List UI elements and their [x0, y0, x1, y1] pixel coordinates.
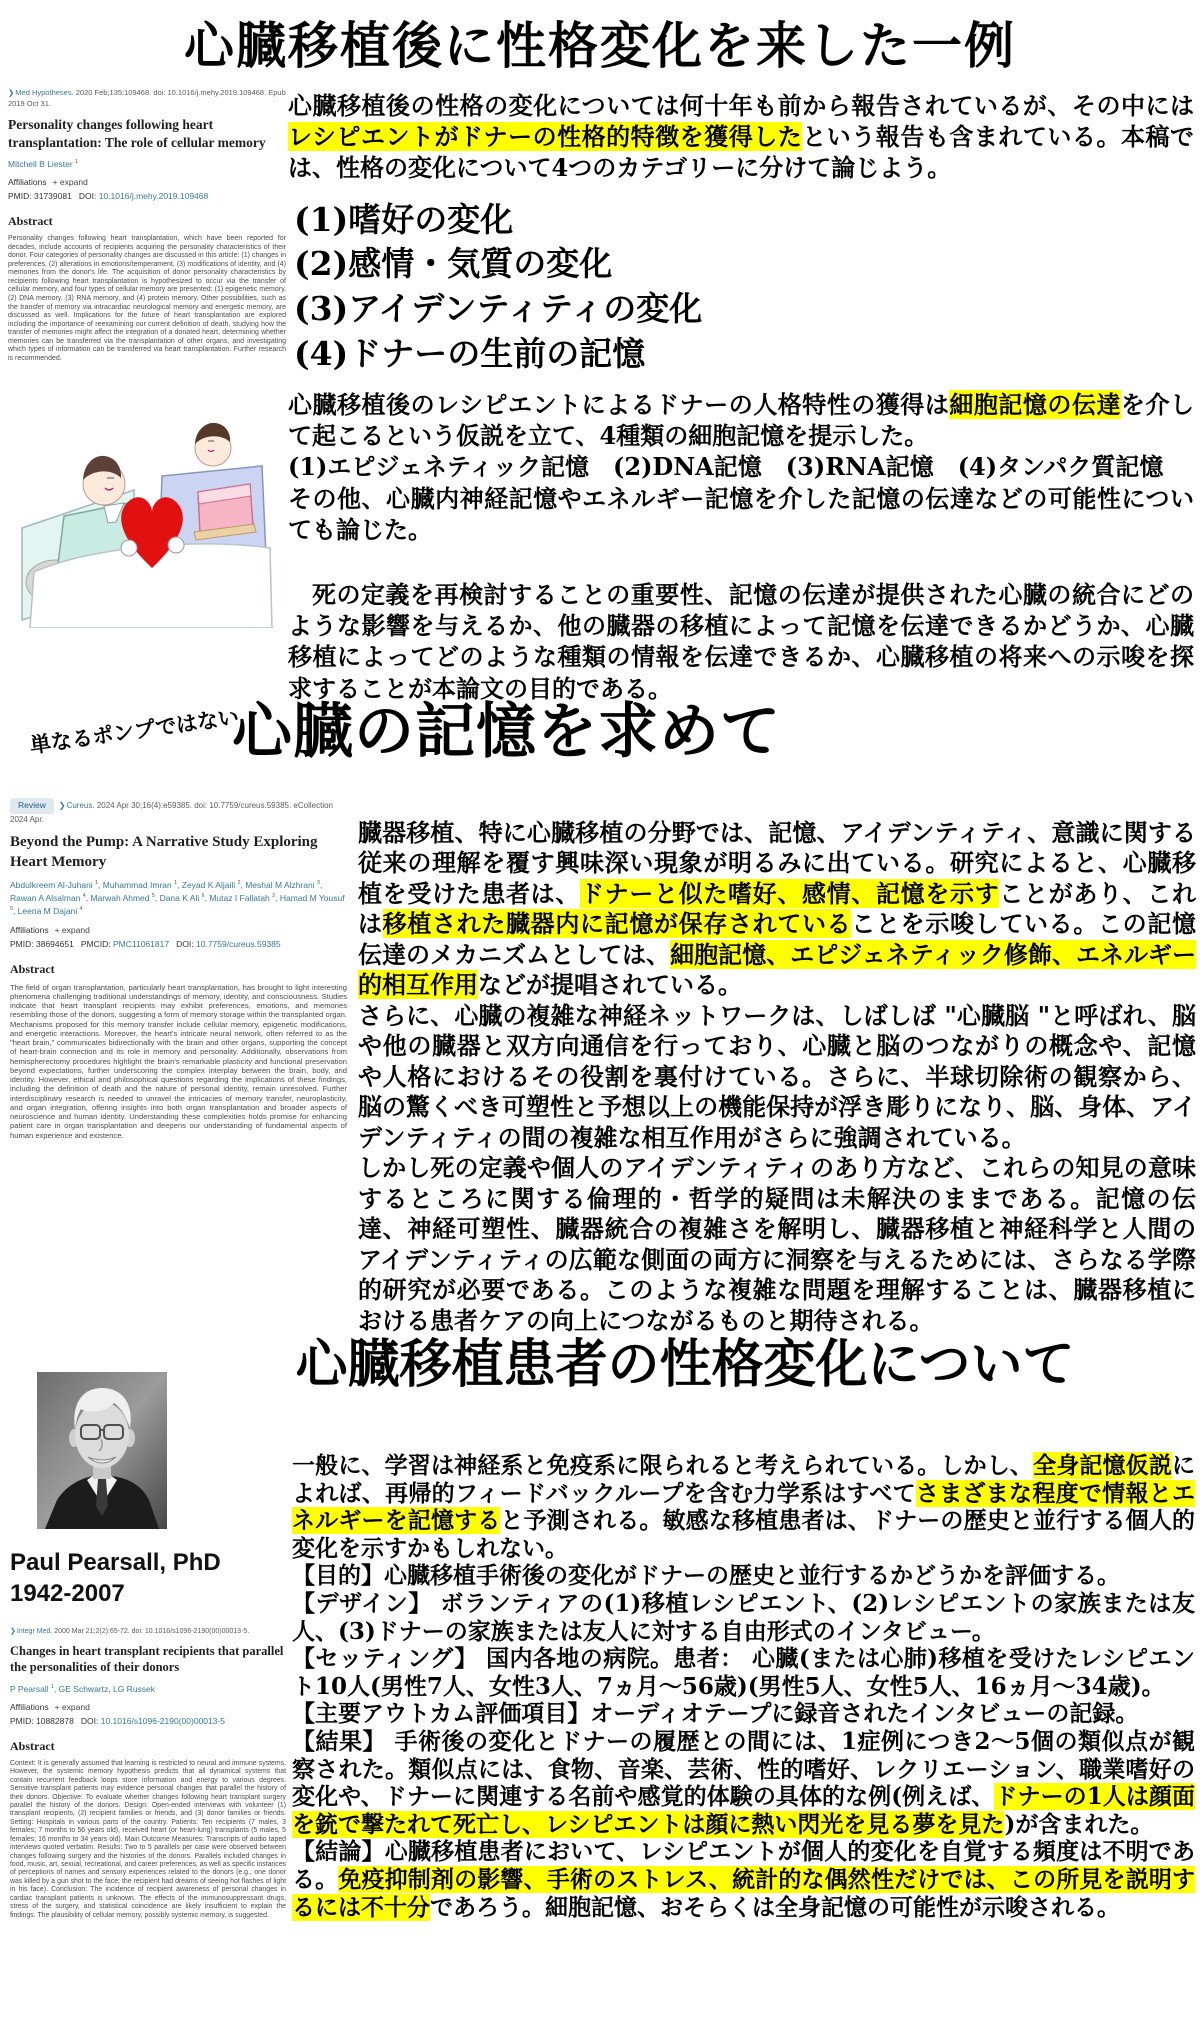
- link-text[interactable]: Integr Med: [16, 1628, 51, 1636]
- text-segment: PMID:: [10, 938, 36, 949]
- text-segment: ,: [12, 906, 18, 917]
- text-segment: 2: [237, 880, 241, 887]
- text-segment: 4: [79, 906, 83, 913]
- text-segment: しかし死の定義や個人のアイデンティティのあり方など、これらの知見の意味するところに関する倫理的・哲学的疑問は未解決のままである。記憶の伝達、神経可塑性、臓器統合の複雑さを解明し、臓器移植と神経科学と人間のアイデンティティの広範な側面の両方に洞察を与えるためには、さらなる学際的研究が必要である。このような複雑な問題を理解することは、臓器移植における患者ケアの向上につながるものと期待される。: [358, 1153, 1196, 1335]
- author-list: [10, 879, 347, 919]
- id-row: [10, 1716, 286, 1726]
- text-segment: 31739081: [33, 191, 72, 202]
- chevron-icon: ❯: [8, 88, 15, 97]
- pubmed-card-cureus: [10, 798, 347, 1140]
- text-segment: 6: [201, 893, 205, 900]
- affiliations-row: [8, 177, 286, 187]
- text-segment: 1: [95, 880, 98, 887]
- text-segment: ,: [177, 880, 182, 891]
- citation-line: [8, 88, 286, 109]
- text-segment: であろう。細胞記憶、おそらくは全身記憶の可能性が示唆される。: [430, 1893, 1120, 1921]
- text-segment: 5: [151, 893, 155, 900]
- link-text[interactable]: Zeyad K Aljaili: [181, 880, 236, 891]
- link-text[interactable]: P Pearsall: [10, 1683, 49, 1694]
- pubmed-card-liester: [8, 88, 286, 363]
- link-text[interactable]: Dana K Ali: [159, 893, 200, 904]
- link-text[interactable]: Leena M Dajani: [17, 906, 78, 917]
- affiliations-label: Affiliations: [8, 177, 47, 188]
- citation-text: [17, 1628, 249, 1635]
- id-row: [8, 191, 286, 201]
- text-segment: という報告も含まれている。本稿では、性格の変化について4つのカテゴリーに分けて論じよう。: [288, 122, 1194, 183]
- text-segment: 1: [50, 1683, 54, 1690]
- link-text[interactable]: Mutaz I Fallatah: [209, 893, 270, 904]
- link-text[interactable]: GE Schwartz: [58, 1683, 109, 1694]
- text-segment: ,: [85, 893, 91, 904]
- text-segment: ことを示唆している。この記憶伝達のメカニズムとしては、: [358, 909, 1197, 969]
- link-text[interactable]: Abdulkreem Al-Juhani: [10, 880, 93, 891]
- summary-paragraph: [288, 90, 1194, 184]
- article-title: Changes in heart transplant recipients that parallel the personalities of their donors: [10, 1644, 284, 1675]
- text-segment: 2: [272, 893, 276, 900]
- text-segment: さらに、心臓の複雑な神経ネットワークは、しばしば "心臓脳 "と呼ばれ、脳や他の臓器と双方向通信を行っており、心臓と脳のつながりの概念や、記憶や人格におけるその役割を裏付けている。さらに、半球切除術の観察から、脳の驚くべき可塑性と予想以上の機能保持が浮き彫りになり、脳、身体、アイデンティティの間の複雑な相互作用がさらに強調されている。: [358, 1000, 1196, 1152]
- highlighted-text: ドナーの1人は顔面を銃で撃たれて死亡し、レシピエントは顔に熱い閃光を見る夢を見た: [292, 1783, 1195, 1838]
- text-segment: 心臓移植後の性格の変化については何十年も前から報告されているが、その中には: [288, 91, 1194, 120]
- highlighted-text: 免疫抑制剤の影響、手術のストレス、統計的な偶然性だけでは、この所見を説明するには不十分: [292, 1865, 1196, 1921]
- text-segment: PMID:: [8, 191, 34, 202]
- text-segment: 【結論】心臓移植患者において、レシピエントが個人的変化を自覚する頻度は不明である。: [292, 1838, 1195, 1893]
- affiliations-label: Affiliations: [10, 924, 49, 935]
- highlighted-text: さまざまな程度で情報とエネルギーを記憶する: [292, 1479, 1196, 1535]
- text-segment: 心臓移植後のレシピエントによるドナーの人格特性の獲得は: [288, 390, 950, 420]
- text-segment: PMCID:: [73, 938, 114, 949]
- link-text[interactable]: Mitchell B Liester: [8, 159, 73, 170]
- text-segment: DOI:: [73, 1715, 101, 1726]
- link-text[interactable]: Meshal M Alzhrani: [245, 880, 315, 891]
- list-item: (2)感情・気質の変化: [294, 244, 613, 284]
- link-text[interactable]: PMC11061817: [113, 938, 170, 949]
- expand-affiliations-button[interactable]: + expand: [52, 177, 88, 188]
- text-segment: ,: [240, 880, 246, 891]
- affiliations-row: [10, 925, 347, 935]
- text-segment: . 2020 Feb;135:109468. doi: 10.1016/j.mehy.2019.109468. Epub 2019 Oct 31.: [8, 88, 286, 108]
- text-segment: ,: [53, 1683, 59, 1694]
- abstract-heading: Abstract: [8, 214, 53, 229]
- highlighted-text: 移植された臓器内に記憶が保存されている: [382, 909, 852, 939]
- link-text[interactable]: Cureus: [66, 801, 93, 811]
- citation-text: [8, 88, 286, 108]
- chevron-icon: ❯: [10, 1628, 16, 1636]
- text-segment: ,: [275, 893, 280, 904]
- highlighted-text: ドナーと似た嗜好、感情、記憶を示す: [580, 878, 1000, 908]
- text-segment: 1: [75, 159, 79, 166]
- affiliations-label: Affiliations: [10, 1701, 49, 1712]
- abstract-text: Context: It is generally assumed that learning is restricted to neural and immune systems. However, the systemic memory hypothesis predicts that all dynamical systems that contain recurrent feedback loops store information and energy to various degrees. Sensitive transplant patients may evidence personal changes that parallel the history of their donors. Objective: To evaluate whether changes following heart transplant surgery parallel the history of the donors. Design: Open-ended interviews with volunteer (1) transplant recipients, (2) recipient families or friends, and (3) donor families or friends. Setting: Hospitals in various parts of the country. Patients: Ten recipients (7 males, 3 females; 7 months to 56 years old), received heart (or heart-lung) transplants (5 males, 5 females; 16 months to 34 years old). Main Outcome Measures: Transcripts of audio taped interviews quoted verbatim. Results: Two to 5 parallels per case were observed between changes following surgery and the histories of the donors. Parallels included changes in food, music, art, sexual, recreational, and career preferences, as well as specific instances of perceptions of names and sensory experiences related to the donors (e.g., one donor was killed by a gun shot to the face; the recipient had dreams of seeing hot flashes of light in his face). Conclusion: The incidence of recipient awareness of personal changes in cardiac transplant patients is unknown. The effects of the immunosuppressant drugs, stress of the surgery, and statistical coincidence are likely insufficient to explain the findings. The plausibility of cellular memory, possibly systemic memory, is suggested.: [10, 1759, 286, 1919]
- section2-subtitle: 単なるポンプではない: [28, 703, 241, 758]
- expand-affiliations-button[interactable]: + expand: [54, 1701, 90, 1712]
- review-badge: Review: [10, 798, 54, 814]
- section2-summary: [358, 818, 1196, 1336]
- text-segment: 【結果】 手術後の変化とドナーの履歴との間には、1症例につき2～5個の類似点が観察された。類似点には、食物、音楽、芸術、性的嗜好、レクリエーション、職業嗜好の変化や、ドナーに関連する名前や感覚的体験の具体的な例(例えば、: [292, 1727, 1195, 1811]
- text-segment: 5: [10, 906, 13, 913]
- text-segment: ,: [108, 1683, 113, 1694]
- text-segment: 38694651: [35, 938, 74, 949]
- expand-affiliations-button[interactable]: + expand: [54, 924, 90, 935]
- list-item: (1)嗜好の変化: [294, 199, 514, 239]
- text-segment: 【主要アウトカム評価項目】オーディオテープに録音されたインタビューの記録。: [292, 1700, 1139, 1728]
- section1-title: 心臓移植後に性格変化を来した一例: [184, 16, 1016, 75]
- category-list: [294, 198, 1194, 378]
- text-segment: )が含まれた。: [1004, 1810, 1154, 1838]
- text-segment: ことがあり、これは: [358, 878, 1197, 939]
- text-segment: DOI:: [169, 938, 197, 949]
- text-segment: 10882878: [35, 1715, 74, 1726]
- highlighted-text: 細胞記憶、エピジェネティック修飾、エネルギー的相互作用: [358, 939, 1196, 1000]
- person-name-line: Paul Pearsall, PhD: [10, 1549, 221, 1576]
- list-item: (4)ドナーの生前の記憶: [294, 334, 646, 374]
- text-segment: を介して起こるという仮説を立て、4種類の細胞記憶を提示した。: [288, 390, 1195, 451]
- text-segment: ,: [204, 893, 210, 904]
- text-segment: PMID:: [10, 1715, 36, 1726]
- portrait-photo-svg: [37, 1372, 167, 1529]
- citation-line: [10, 798, 347, 825]
- abstract-text: Personality changes following heart transplantation, which have been reported for decades, include accounts of recipients acquiring the personality characteristics of their donor. Four categories of personality changes are discussed in this article: (1) changes in preferences, (2) alterations in emotions/temperament, (3) modifications of identity, and (4) memories from the donor's life. The acquisition of donor personality characteristics by recipients following heart transplantation is hypothesized to occur via the transfer of cellular memory, and four types of cellular memory are presented: (1) epigenetic memory, (2) DNA memory, (3) RNA memory, and (4) protein memory. Other possibilities, such as the transfer of memory via intracardiac neurological memory and energetic memory, are discussed as well. Implications for the future of heart transplantation are explored including the importance of reexamining our current definition of death, studying how the transfer of memories might affect the integration of a donated heart, determining whether memories can be transferred via the transplantation of other organs, and investigating which types of information can be transferred via heart transplantation. Further research is recommended.: [8, 235, 286, 362]
- link-text[interactable]: Rawan A Alsalman: [10, 893, 81, 904]
- text-segment: その他、心臓内神経記憶やエネルギー記憶を介した記憶の伝達などの可能性についても論じた。: [288, 483, 1194, 544]
- section2-title: 心臓の記憶を求めて: [232, 697, 781, 767]
- link-text[interactable]: Marwah Ahmed: [90, 893, 150, 904]
- abstract-heading: Abstract: [10, 961, 55, 976]
- text-segment: 1: [174, 880, 178, 887]
- chevron-icon: ❯: [58, 801, 66, 811]
- heart-gift-illustration-svg: [12, 396, 276, 628]
- abstract-text: The field of organ transplantation, particularly heart transplantation, has brought to light interesting phenomena challenging traditional understandings of memory, identity, and consciousness. Studies indicate that heart transplant recipients may exhibit preferences, emotions, and memories resembling those of the donors, suggesting a form of memory storage within the transplanted organ. Mechanisms proposed for this memory transfer include cellular memory, epigenetic modifications, and energetic interactions. Moreover, the heart's intricate neural network, often referred to as the "heart brain," communicates bidirectionally with the brain and other organs, supporting the concept of heart-brain connection and its role in memory and personality. Additionally, observations from hemispherectomy procedures highlight the brain's remarkable plasticity and functional preservation beyond expectations, further underscoring the complex interplay between the brain, body, and identity. However, ethical and philosophical questions regarding the implications of these findings, including the definition of death and the nature of personal identity, remain unresolved. Further interdisciplinary research is needed to unravel the intricacies of memory transfer, neuroplasticity, and organ integration, offering insights into both organ transplantation and broader aspects of neuroscience and human identity. Understanding these complexities holds promise for enhancing patient care in organ transplantation and deepens our understanding of fundamental aspects of human experience and existence.: [10, 982, 347, 1140]
- pubmed-card-pearsall: [10, 1548, 286, 1920]
- citation-line: [10, 1627, 286, 1637]
- section3-title: 心臓移植患者の性格変化について: [295, 1334, 1075, 1395]
- author-list: [8, 158, 286, 171]
- link-text[interactable]: 10.1016/j.mehy.2019.109468: [98, 191, 209, 202]
- text-segment: 臓器移植、特に心臓移植の分野では、記憶、アイデンティティ、意識に関する従来の理解を覆す興味深い現象が明るみに出ている。研究によると、心臓移植を受けた患者は、: [358, 818, 1196, 908]
- text-segment: ,: [154, 893, 160, 904]
- link-text[interactable]: Muhammad Imran: [102, 880, 172, 891]
- text-segment: 【セッティング】 国内各地の病院。患者： 心臓(または心肺)移植を受けたレシピエント10人(男性7人、女性3人、7ヵ月～56歳)(男性5人、女性5人、16ヵ月～34歳)。: [292, 1645, 1195, 1700]
- link-text[interactable]: LG Russek: [112, 1683, 156, 1694]
- id-row: [10, 939, 347, 949]
- text-segment: 【デザイン】 ボランティアの(1)移植レシピエント、(2)レシピエントの家族または友人、(3)ドナーの家族または友人に対する自由形式のインタビュー。: [292, 1589, 1195, 1645]
- text-segment: 4: [82, 893, 86, 900]
- text-segment: (1)エピジェネティック記憶 (2)DNA記憶 (3)RNA記憶 (4)タンパク質記憶: [288, 452, 1164, 482]
- summary-paragraph: [288, 389, 1194, 545]
- text-segment: ,: [98, 880, 103, 891]
- text-segment: DOI:: [71, 191, 99, 202]
- article-title: Personality changes following heart transplantation: The role of cellular memory: [8, 117, 266, 150]
- affiliations-row: [10, 1702, 286, 1712]
- text-segment: 3: [317, 880, 320, 887]
- author-list: [10, 1683, 286, 1696]
- text-segment: と予測される。敏感な移植患者は、ドナーの歴史と並行する個人的変化を示すかもしれない。: [292, 1507, 1196, 1562]
- heart-transplant-illustration: [12, 396, 276, 628]
- link-text[interactable]: 10.1016/s1096-2190(00)00013-5: [100, 1715, 226, 1726]
- person-years: 1942-2007: [10, 1579, 125, 1607]
- summary-paragraph: 死の定義を再検討することの重要性、記憶の伝達が提供された心臓の統合にどのような影響を与えるか、他の臓器の移植によって記憶を伝達できるかどうか、心臓移植によってどのような種類の情報を伝達できるか、心臓移植の将来への示唆を探求することが本論文の目的である。: [288, 580, 1194, 703]
- highlighted-text: レシピエントがドナーの性格的特徴を獲得した: [288, 122, 803, 152]
- link-text[interactable]: 10.7759/cureus.59385: [196, 938, 281, 949]
- abstract-heading: Abstract: [10, 1738, 55, 1753]
- paul-pearsall-portrait: [37, 1372, 167, 1529]
- section3-summary: [292, 1452, 1195, 1921]
- text-segment: 一般に、学習は神経系と免疫系に限られると考えられている。しかし、: [292, 1452, 1034, 1479]
- highlighted-text: 細胞記憶の伝達: [949, 390, 1121, 420]
- text-segment: によれば、再帰的フィードバックループを含む力学系はすべて: [292, 1452, 1196, 1507]
- section1-summary: [288, 90, 1194, 704]
- list-item: (3)アイデンティティの変化: [294, 289, 703, 329]
- text-segment: . 2000 Mar 21;2(2):65-72. doi: 10.1016/s1096-2190(00)00013-5.: [50, 1628, 250, 1636]
- text-segment: 【目的】心臓移植手術後の変化がドナーの歴史と並行するかどうかを評価する。: [292, 1562, 1120, 1590]
- link-text[interactable]: Hamad M Yousuf: [279, 893, 345, 904]
- text-segment: . 2024 Apr 30;16(4):e59385. doi: 10.7759/cureus.59385. eCollection 2024 Apr.: [10, 801, 333, 824]
- text-segment: などが提唱されている。: [478, 970, 742, 1000]
- article-title: Beyond the Pump: A Narrative Study Exploring Heart Memory: [10, 834, 318, 870]
- link-text[interactable]: Med Hypotheses: [15, 88, 72, 97]
- person-name: [10, 1548, 286, 1609]
- text-segment: ,: [319, 880, 323, 891]
- highlighted-text: 全身記憶仮説: [1033, 1452, 1173, 1479]
